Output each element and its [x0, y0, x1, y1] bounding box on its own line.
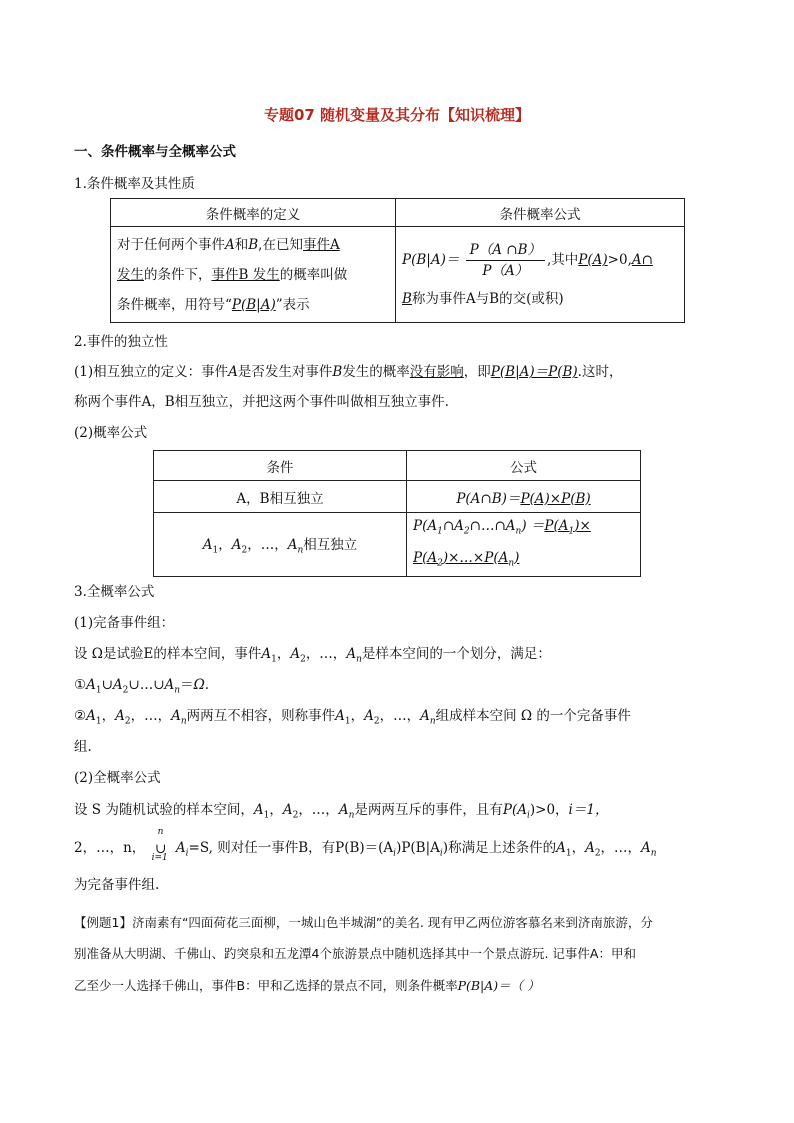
example-1-line-2: 别准备从大明湖、千佛山、趵突泉和五龙潭4个旅游景点中随机选择其中一个景点游玩. 记事件A：甲和 [74, 946, 636, 961]
independence-definition-line-2: 称两个事件A，B相互独立，并把这两个事件叫做相互独立事件. [74, 394, 449, 410]
subsection-heading-2: 2.事件的独立性 [74, 334, 168, 350]
total-probability-line-1: 设 S 为随机试验的样本空间，$A_1$，$A_2$，…，$A_n$是两两互斥的事件，且有$P(A_i)>0$，i＝1， [74, 802, 609, 821]
section-heading-1: 一、条件概率与全概率公式 [74, 144, 236, 160]
example-1-line-3: 乙至少一人选择千佛山，事件B：甲和乙选择的景点不同，则条件概率P(B|A)＝（ ） [74, 978, 540, 993]
complete-event-line-1: 设 Ω是试验E的样本空间，事件$A_1$，$A_2$，…，$A_n$是样本空间的一个划分，满足： [74, 646, 551, 665]
table-cell: $A_1$，$A_2$，…，$A_n$相互独立 [154, 513, 407, 577]
complete-event-condition-1: $①A_1\cup A_2\cup\dots\cup A_n=\Omega$. [74, 677, 210, 696]
table-header: 条件 [154, 451, 407, 481]
table-header: 公式 [407, 451, 641, 481]
fraction: $\frac{P(A \cap B)}{P(A)}$ [466, 240, 545, 281]
total-probability-heading: (2)全概率公式 [74, 770, 161, 786]
table-cell: A，B相互独立 [154, 481, 407, 513]
page-title: 专题07 随机变量及其分布【知识梳理】 [263, 106, 531, 124]
table-cell: $P(A_1\cap A_2\cap\dots\cap A_n) =P(A_1)\times$ $P(A_2)\times\dots\times P(A_n)$ [407, 513, 641, 577]
complete-event-condition-2: $②A_1$，$A_2$，…，$A_n$两两互不相容，则称事件$A_1$，$A_2$，…，$A_n$组成样本空间 Ω 的一个完备事件 [74, 708, 631, 727]
probability-formula-heading: (2)概率公式 [74, 425, 148, 441]
example-1-line-1: 【例题1】济南素有“四面荷花三面柳，一城山色半城湖”的美名. 现有甲乙两位游客慕名来到济南旅游，分 [74, 915, 653, 930]
table-header: 条件概率公式 [396, 199, 685, 227]
formula-cell: P(B|A)＝ $\frac{P(A \cap B)}{P(A)}$ ,其中P(A)>0,A∩ B称为事件A与B的交(或积) [396, 227, 685, 323]
independence-definition-line-1: (1)相互独立的定义：事件A是否发生对事件B发生的概率没有影响，即P(B|A)＝P(B).这时， [74, 364, 623, 380]
total-probability-line-2: 2，…，n， n ∪ i=1 $A_i=S$, 则对任一事件B，有$P(B)=(A_i)P(B|A_i)$称满足上述条件的$A_1$，$A_2$，…，$A_n$ [74, 826, 657, 863]
table-cell: P(A∩B)＝P(A)×P(B) [407, 481, 641, 513]
total-probability-line-3: 为完备事件组. [74, 877, 160, 893]
complete-event-condition-2-cont: 组. [74, 739, 92, 755]
independence-formula-table [153, 450, 641, 577]
conditional-probability-table [110, 198, 685, 323]
table-header: 条件概率的定义 [111, 199, 396, 227]
complete-event-group-heading: (1)完备事件组： [74, 615, 175, 631]
subsection-heading-3: 3.全概率公式 [74, 584, 155, 600]
union-operator: n ∪ i=1 [151, 826, 168, 863]
definition-cell: 对于任何两个事件A和B,在已知事件A 发生的条件下，事件B 发生的概率叫做 条件概率，用符号“P(B|A)”表示 [111, 227, 396, 323]
subsection-heading-1: 1.条件概率及其性质 [74, 176, 195, 192]
